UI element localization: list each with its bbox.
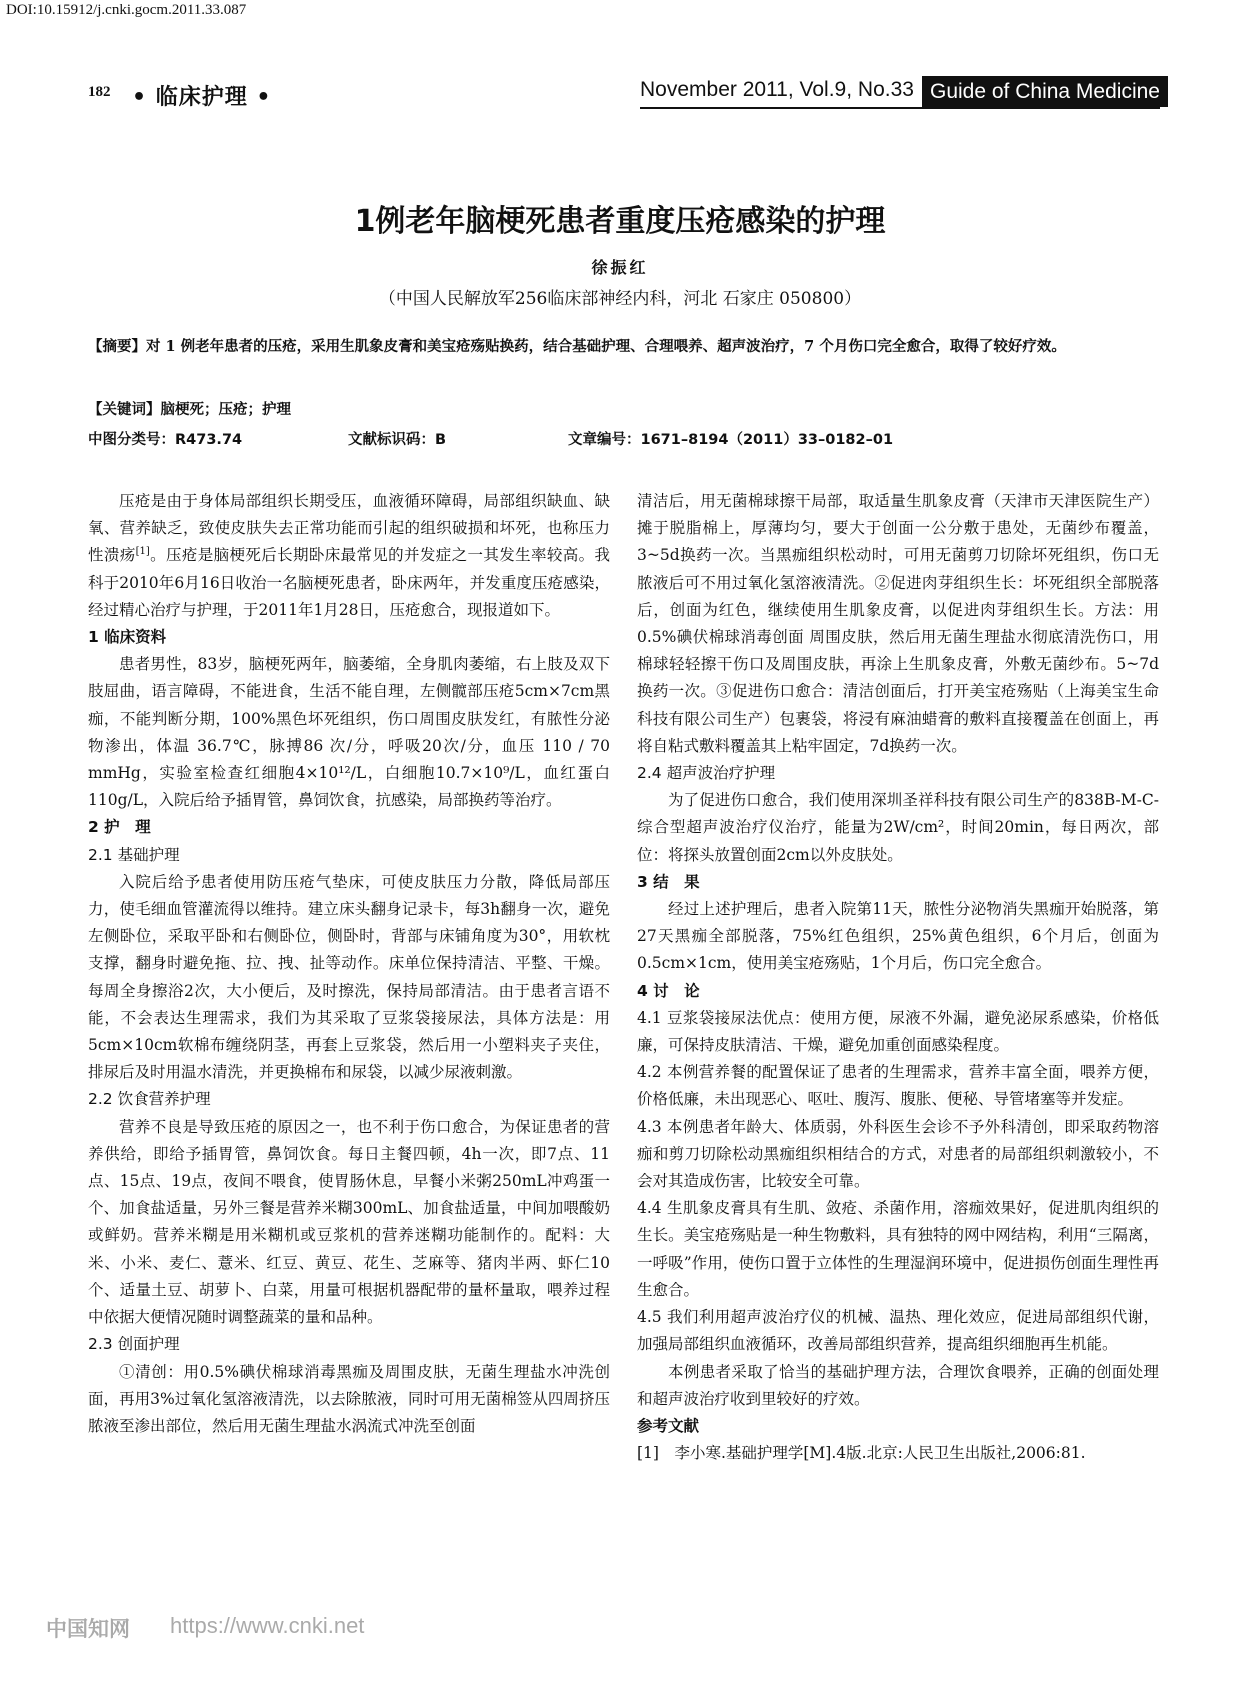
right-column (637, 488, 1159, 1467)
conclusion-paragraph: 本例患者采取了恰当的基础护理方法，合理饮食喂养，正确的创面处理和超声波治疗收到里较好的疗效。 (637, 1362, 1159, 1408)
heading-discussion: 4 讨 论 (637, 981, 700, 1000)
cnki-url[interactable]: https://www.cnki.net (170, 1613, 365, 1638)
basic-nursing-paragraph: 入院后给予患者使用防压疮气垫床，可使皮肤压力分散，降低局部压力，使毛细血管灌流得以维持。建立床头翻身记录卡，每3h翻身一次，避免左侧卧位，采取平卧和右侧卧位，侧卧时，背部与床铺角度为30°，用软枕支撑，翻身时避免拖、拉、拽、扯等动作。床单位保持清洁、平整、干燥。每周全身擦浴2次，大小便后，及时擦洗，保持局部清洁。由于患者言语不能，不会表达生理需求，我们为其采取了豆浆袋接尿法，具体方法是：用5cm×10cm软棉布缠绕阴茎，再套上豆浆袋，然后用一小塑料夹子夹住，排尿后及时用温水清洗，并更换棉布和尿袋，以减少尿液刺激。 (88, 872, 610, 1082)
heading-nutrition: 2.2 饮食营养护理 (88, 1090, 211, 1109)
ultrasound-paragraph: 为了促进伤口愈合，我们使用深圳圣祥科技有限公司生产的838B-M-C-综合型超声波治疗仪治疗，能量为2W/cm²，时间20min，每日两次，部位：将探头放置创面2cm以外皮肤处。 (637, 791, 1159, 864)
discussion-item: 4.4 生肌象皮膏具有生肌、敛疮、杀菌作用，溶痂效果好，促进肌肉组织的生长。美宝疮殇贴是一种生物敷料，具有独特的网中网结构，利用“三隔离，一呼吸”作用，使伤口置于立体性的生理湿润环境中，促进损伤创面生理性再生愈合。 (637, 1199, 1159, 1299)
abstract-text: 对 1 例老年患者的压疮，采用生肌象皮膏和美宝疮殇贴换药，结合基础护理、合理喂养、超声波治疗，7 个月伤口完全愈合，取得了较好疗效。 (146, 338, 1066, 355)
clinical-paragraph: 患者男性，83岁，脑梗死两年，脑萎缩，全身肌肉萎缩，右上肢及双下肢屈曲，语言障碍，不能进食，生活不能自理，左侧髋部压疮5cm×7cm黑痂，不能判断分期，100%黑色坏死组织，伤口周围皮肤发红，有脓性分泌物渗出，体温 36.7℃，脉搏86 次/分，呼吸20次/分，血压 110 / 70 mmHg，实验室检查红细胞4×10¹²/L，白细胞10.7×10⁹/L，血红蛋白110g/L，入院后给予插胃管，鼻饲饮食，抗感染，局部换药等治疗。 (88, 655, 610, 810)
citation-ref: [1] (135, 546, 150, 558)
affiliation: （中国人民解放军256临床部神经内科，河北 石家庄 050800） (378, 289, 862, 309)
author: 徐振红 (591, 258, 649, 277)
discussion-item: 4.5 我们利用超声波治疗仪的机械、温热、理化效应，促进局部组织代谢，加强局部组织血液循环，改善局部组织营养，提高组织细胞再生机能。 (637, 1308, 1159, 1354)
heading-clinical-data: 1 临床资料 (88, 628, 167, 647)
journal-date: November 2011, Vol.9, No.33 (640, 78, 914, 101)
heading-wound-care: 2.3 创面护理 (88, 1335, 180, 1354)
heading-results: 3 结 果 (637, 872, 700, 891)
article-number: 文章编号：1671–8194（2011）33–0182–01 (568, 432, 894, 448)
discussion-item: 4.1 豆浆袋接尿法优点：使用方便，尿液不外漏，避免泌尿系感染，价格低廉，可保持皮肤清洁、干燥，避免加重创面感染程度。 (637, 1008, 1159, 1055)
section-label: • 临床护理 • (132, 85, 272, 110)
clc-number: 中图分类号：R473.74 (88, 432, 243, 448)
heading-references: 参考文献 (637, 1416, 700, 1435)
reference-item: [1] 李小寒.基础护理学[M].4版.北京:人民卫生出版社,2006:81. (637, 1444, 1086, 1463)
wound-care-continued: 清洁后，用无菌棉球擦干局部，取适量生肌象皮膏（天津市天津医院生产）摊于脱脂棉上，厚薄均匀，要大于创面一公分敷于患处，无菌纱布覆盖，3~5d换药一次。当黑痂组织松动时，可用无菌剪刀切除坏死组织，伤口无脓液后可不用过氧化氢溶液清洗。②促进肉芽组织生长：坏死组织全部脱落后，创面为红色，继续使用生肌象皮膏，以促进肉芽组织生长。方法：用0.5%碘伏棉球消毒创面 周围皮肤，然后用无菌生理盐水彻底清洗伤口，用棉球轻轻擦干伤口及周围皮肤，再涂上生肌象皮膏，外敷无菌纱布。5~7d换药一次。③促进伤口愈合：清洁创面后，打开美宝疮殇贴（上海美宝生命科技有限公司生产）包裹袋，将浸有麻油蜡膏的敷料直接覆盖在创面上，再将自粘式敷料覆盖其上粘牢固定，7d换药一次。 (637, 492, 1159, 755)
cnki-logo: 中国知网 (46, 1617, 130, 1641)
article-title: 1例老年脑梗死患者重度压疮感染的护理 (354, 204, 886, 239)
left-column (88, 488, 610, 1440)
doi: DOI:10.15912/j.cnki.gocm.2011.33.087 (6, 2, 247, 18)
discussion-item: 4.3 本例患者年龄大、体质弱，外科医生会诊不予外科清创，即采取药物溶痂和剪刀切除松动黑痂组织相结合的方式，对患者的局部组织刺激较小，不会对其造成伤害，比较安全可靠。 (637, 1117, 1159, 1191)
abstract-label: 【摘要】 (88, 339, 146, 355)
wound-care-paragraph: ①清创：用0.5%碘伏棉球消毒黑痂及周围皮肤，无菌生理盐水冲洗创面，再用3%过氧化氢溶液清洗，以去除脓液，同时可用无菌棉签从四周挤压脓液至渗出部位，然后用无菌生理盐水涡流式冲洗至创面 (88, 1362, 610, 1435)
results-paragraph: 经过上述护理后，患者入院第11天，脓性分泌物消失黑痂开始脱落，第27天黑痂全部脱落，75%红色组织，25%黄色组织，6个月后，创面为0.5cm×1cm，使用美宝疮殇贴，1个月后，伤口完全愈合。 (637, 900, 1159, 973)
heading-basic-nursing: 2.1 基础护理 (88, 845, 180, 864)
keywords-text: 脑梗死；压疮；护理 (160, 401, 291, 418)
heading-ultrasound: 2.4 超声波治疗护理 (637, 764, 776, 783)
intro-paragraph: 压疮是由于身体局部组织长期受压，血液循环障碍，局部组织缺血、缺氧、营养缺乏，致使皮肤失去正常功能而引起的组织破损和坏死，也称压力性溃疡[1]。压疮是脑梗死后长期卧床最常见的并发症之一其发生率较高。我科于2010年6月16日收治一名脑梗死患者，卧床两年，并发重度压疮感染，经过精心治疗与护理，于2011年1月28日，压疮愈合，现报道如下。 (88, 492, 610, 619)
keywords-label: 【关键词】 (88, 401, 161, 418)
abstract (88, 334, 1158, 360)
heading-nursing: 2 护 理 (88, 818, 151, 837)
page-number: 182 (88, 84, 111, 100)
nutrition-paragraph: 营养不良是导致压疮的原因之一，也不利于伤口愈合，为保证患者的营养供给，即给予插胃管，鼻饲饮食。每日主餐四顿，4h一次，即7点、11点、15点、19点，夜间不喂食，使胃肠休息，早餐小米粥250mL冲鸡蛋一个、加食盐适量，另外三餐是营养米糊300mL、加食盐适量，中间加喂酸奶或鲜奶。营养米糊是用米糊机或豆浆机的营养迷糊功能制作的。配料：大米、小米、麦仁、薏米、红豆、黄豆、花生、芝麻等、猪肉半两、虾仁10个、适量土豆、胡萝卜、白菜，用量可根据机器配带的量杯量取，喂养过程中依据大便情况随时调整蔬菜的量和品种。 (88, 1117, 610, 1327)
journal-name: Guide of China Medicine (922, 76, 1168, 107)
header-rule (640, 107, 1160, 109)
keywords (88, 398, 291, 419)
document-code: 文献标识码：B (348, 432, 447, 448)
discussion-item: 4.2 本例营养餐的配置保证了患者的生理需求，营养丰富全面，喂养方便，价格低廉，未出现恶心、呕吐、腹泻、腹胀、便秘、导管堵塞等并发症。 (637, 1063, 1159, 1109)
